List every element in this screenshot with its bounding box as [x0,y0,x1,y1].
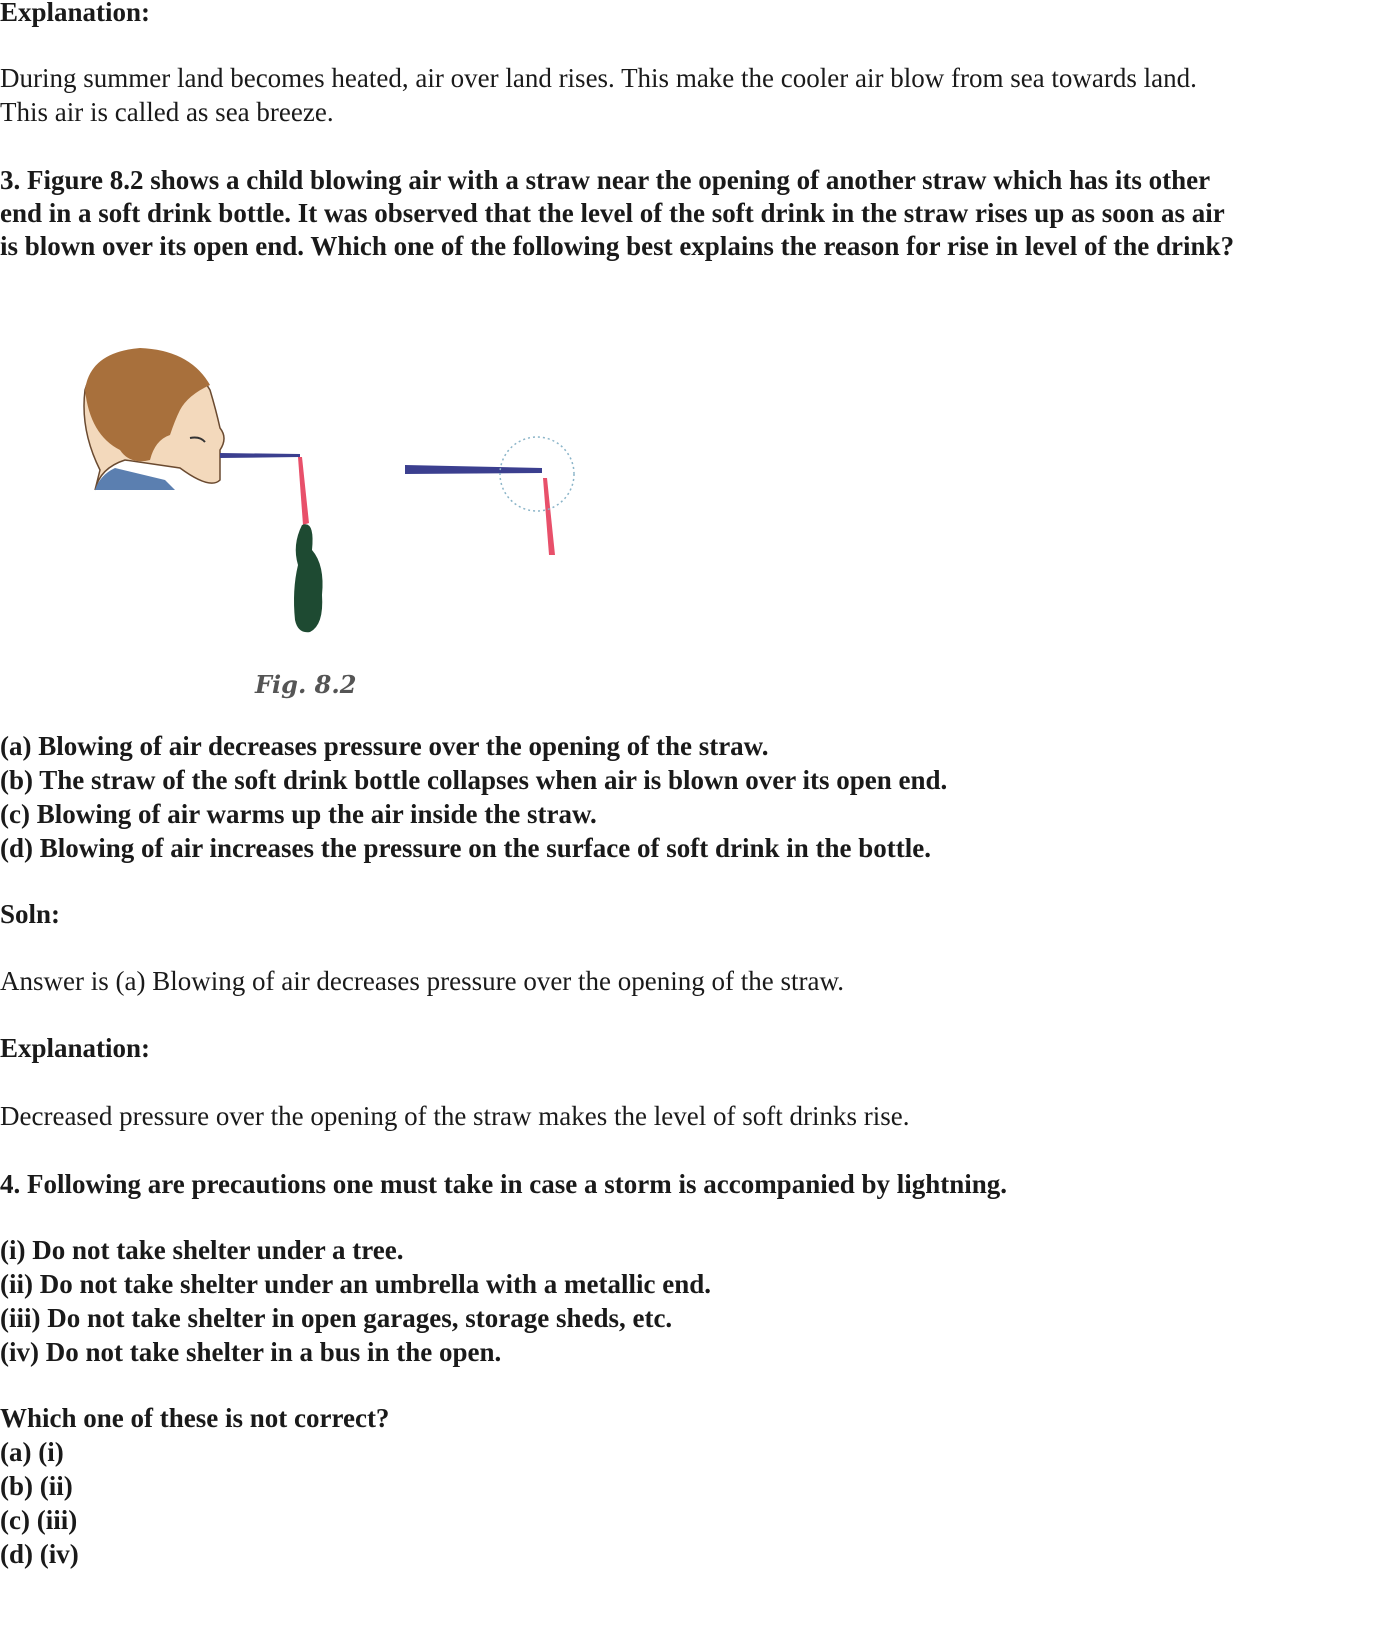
explanation-text: Decreased pressure over the opening of the straw makes the level of soft drinks rise. [0,1101,910,1131]
explanation-text: During summer land becomes heated, air over land rises. This make the cooler air blow from sea towards land. [0,63,1197,93]
option-b: (b) The straw of the soft drink bottle collapses when air is blown over its open end. [0,765,948,795]
question-3-text: end in a soft drink bottle. It was observed that the level of the soft drink in the straw rises up as soon as air [0,198,1225,228]
option-d: (d) Blowing of air increases the pressure on the surface of soft drink in the bottle. [0,833,931,863]
option-a: (a) (i) [0,1437,64,1467]
statement-iv: (iv) Do not take shelter in a bus in the open. [0,1337,502,1367]
statement-i: (i) Do not take shelter under a tree. [0,1235,404,1265]
option-c: (c) Blowing of air warms up the air inside the straw. [0,799,597,829]
figure-caption: Fig. 8.2 [255,670,357,699]
straw-detail-vertical [543,478,555,555]
option-a: (a) Blowing of air decreases pressure over the opening of the straw. [0,731,769,761]
explanation-heading: Explanation: [0,0,151,27]
option-d: (d) (iv) [0,1539,79,1569]
blowing-straw [220,453,300,458]
explanation-text: This air is called as sea breeze. [0,97,334,127]
option-c: (c) (iii) [0,1505,78,1535]
option-b: (b) (ii) [0,1471,73,1501]
question-3-text: 3. Figure 8.2 shows a child blowing air with a straw near the opening of another straw which has its other [0,165,1211,195]
answer-text: Answer is (a) Blowing of air decreases pressure over the opening of the straw. [0,966,844,996]
figure-8-2-illustration [70,340,610,670]
straw-detail [405,465,542,474]
bottle-straw [298,457,309,525]
explanation-heading: Explanation: [0,1033,151,1063]
question-4-text: 4. Following are precautions one must take in case a storm is accompanied by lightning. [0,1169,1008,1199]
soft-drink-bottle [294,524,323,632]
question-3-text: is blown over its open end. Which one of the following best explains the reason for rise in level of the drink? [0,231,1235,261]
solution-heading: Soln: [0,899,61,929]
statement-ii: (ii) Do not take shelter under an umbrella with a metallic end. [0,1269,711,1299]
child-head-illustration [84,348,224,490]
magnified-circle [500,437,574,511]
statement-iii: (iii) Do not take shelter in open garages, storage sheds, etc. [0,1303,673,1333]
question-4-prompt: Which one of these is not correct? [0,1403,390,1433]
